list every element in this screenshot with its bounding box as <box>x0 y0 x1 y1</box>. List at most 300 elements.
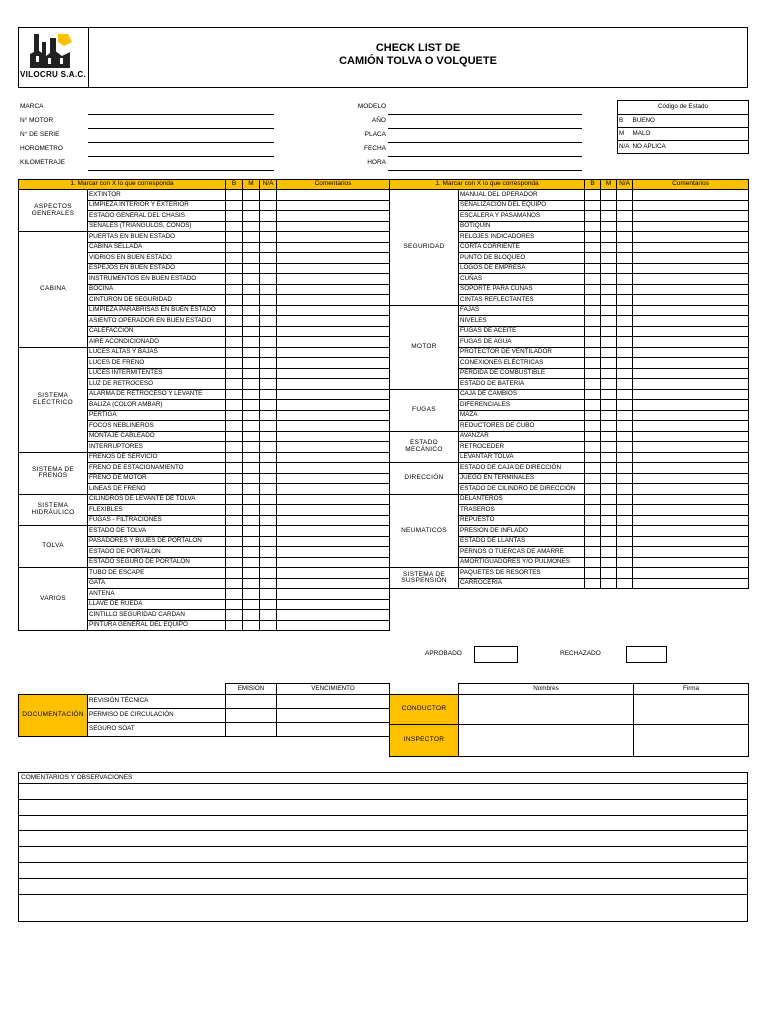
left-check-b[interactable] <box>226 620 243 631</box>
right-check-na[interactable] <box>617 253 633 264</box>
right-check-na[interactable] <box>617 505 633 516</box>
right-check-b[interactable] <box>585 190 601 201</box>
right-check-b[interactable] <box>585 463 601 474</box>
left-check-na[interactable] <box>260 400 277 411</box>
right-check-m[interactable] <box>601 316 617 327</box>
left-comment-cell[interactable] <box>277 295 390 306</box>
left-comment-cell[interactable] <box>277 494 390 505</box>
right-check-na[interactable] <box>617 274 633 285</box>
right-check-b[interactable] <box>585 452 601 463</box>
right-check-na[interactable] <box>617 578 633 589</box>
right-check-b[interactable] <box>585 389 601 400</box>
right-check-b[interactable] <box>585 242 601 253</box>
left-check-na[interactable] <box>260 200 277 211</box>
right-check-na[interactable] <box>617 295 633 306</box>
left-check-na[interactable] <box>260 421 277 432</box>
left-comment-cell[interactable] <box>277 326 390 337</box>
left-check-b[interactable] <box>226 557 243 568</box>
comment-line[interactable] <box>19 894 747 895</box>
right-check-b[interactable] <box>585 274 601 285</box>
left-check-na[interactable] <box>260 505 277 516</box>
left-comment-cell[interactable] <box>277 610 390 621</box>
left-check-na[interactable] <box>260 599 277 610</box>
right-check-na[interactable] <box>617 368 633 379</box>
left-check-b[interactable] <box>226 421 243 432</box>
left-check-m[interactable] <box>243 274 260 285</box>
left-comment-cell[interactable] <box>277 431 390 442</box>
left-comment-cell[interactable] <box>277 557 390 568</box>
left-check-na[interactable] <box>260 515 277 526</box>
info-field-horometro[interactable] <box>88 156 274 157</box>
right-check-m[interactable] <box>601 389 617 400</box>
right-check-m[interactable] <box>601 400 617 411</box>
left-check-na[interactable] <box>260 620 277 631</box>
right-comment-cell[interactable] <box>633 568 749 579</box>
info-field-kilometraje[interactable] <box>88 170 274 171</box>
left-check-b[interactable] <box>226 316 243 327</box>
left-comment-cell[interactable] <box>277 253 390 264</box>
left-check-na[interactable] <box>260 526 277 537</box>
right-check-m[interactable] <box>601 568 617 579</box>
right-check-na[interactable] <box>617 484 633 495</box>
left-check-na[interactable] <box>260 452 277 463</box>
aprobado-checkbox[interactable] <box>474 646 518 663</box>
left-comment-cell[interactable] <box>277 379 390 390</box>
left-check-b[interactable] <box>226 232 243 243</box>
left-check-b[interactable] <box>226 568 243 579</box>
right-check-na[interactable] <box>617 305 633 316</box>
left-check-na[interactable] <box>260 442 277 453</box>
left-comment-cell[interactable] <box>277 578 390 589</box>
right-comment-cell[interactable] <box>633 389 749 400</box>
left-comment-cell[interactable] <box>277 620 390 631</box>
right-check-m[interactable] <box>601 526 617 537</box>
comment-line[interactable] <box>19 862 747 863</box>
left-check-m[interactable] <box>243 599 260 610</box>
left-comment-cell[interactable] <box>277 200 390 211</box>
left-check-m[interactable] <box>243 452 260 463</box>
right-comment-cell[interactable] <box>633 253 749 264</box>
right-check-m[interactable] <box>601 484 617 495</box>
left-check-na[interactable] <box>260 347 277 358</box>
right-comment-cell[interactable] <box>633 358 749 369</box>
left-check-na[interactable] <box>260 337 277 348</box>
right-comment-cell[interactable] <box>633 337 749 348</box>
left-check-na[interactable] <box>260 253 277 264</box>
right-check-m[interactable] <box>601 295 617 306</box>
info-field-hora[interactable] <box>388 170 582 171</box>
right-check-b[interactable] <box>585 484 601 495</box>
left-check-b[interactable] <box>226 410 243 421</box>
left-check-m[interactable] <box>243 190 260 201</box>
right-check-m[interactable] <box>601 442 617 453</box>
rechazado-checkbox[interactable] <box>626 646 667 663</box>
firma-inspector-firma[interactable] <box>634 725 749 757</box>
left-check-m[interactable] <box>243 557 260 568</box>
right-comment-cell[interactable] <box>633 326 749 337</box>
right-check-m[interactable] <box>601 200 617 211</box>
left-comment-cell[interactable] <box>277 568 390 579</box>
left-comment-cell[interactable] <box>277 599 390 610</box>
left-check-b[interactable] <box>226 578 243 589</box>
left-check-b[interactable] <box>226 484 243 495</box>
right-check-b[interactable] <box>585 347 601 358</box>
right-check-na[interactable] <box>617 221 633 232</box>
left-check-na[interactable] <box>260 463 277 474</box>
right-check-m[interactable] <box>601 578 617 589</box>
left-check-b[interactable] <box>226 274 243 285</box>
left-check-na[interactable] <box>260 431 277 442</box>
left-check-na[interactable] <box>260 295 277 306</box>
right-check-m[interactable] <box>601 463 617 474</box>
left-comment-cell[interactable] <box>277 221 390 232</box>
right-check-na[interactable] <box>617 326 633 337</box>
left-comment-cell[interactable] <box>277 442 390 453</box>
left-check-b[interactable] <box>226 536 243 547</box>
left-check-b[interactable] <box>226 358 243 369</box>
left-check-m[interactable] <box>243 526 260 537</box>
left-comment-cell[interactable] <box>277 526 390 537</box>
right-comment-cell[interactable] <box>633 515 749 526</box>
right-check-b[interactable] <box>585 221 601 232</box>
doc-vencimiento-cell[interactable] <box>277 695 390 709</box>
comment-line[interactable] <box>19 783 747 784</box>
left-check-m[interactable] <box>243 347 260 358</box>
right-check-m[interactable] <box>601 211 617 222</box>
left-check-na[interactable] <box>260 232 277 243</box>
right-check-na[interactable] <box>617 211 633 222</box>
left-check-b[interactable] <box>226 431 243 442</box>
left-check-m[interactable] <box>243 505 260 516</box>
left-check-m[interactable] <box>243 305 260 316</box>
left-comment-cell[interactable] <box>277 410 390 421</box>
left-check-m[interactable] <box>243 211 260 222</box>
comment-line[interactable] <box>19 799 747 800</box>
right-check-na[interactable] <box>617 337 633 348</box>
right-check-m[interactable] <box>601 347 617 358</box>
left-check-na[interactable] <box>260 557 277 568</box>
comment-line[interactable] <box>19 815 747 816</box>
left-check-m[interactable] <box>243 295 260 306</box>
left-check-m[interactable] <box>243 389 260 400</box>
left-comment-cell[interactable] <box>277 190 390 201</box>
right-check-b[interactable] <box>585 410 601 421</box>
right-check-m[interactable] <box>601 274 617 285</box>
right-comment-cell[interactable] <box>633 232 749 243</box>
right-check-na[interactable] <box>617 568 633 579</box>
left-comment-cell[interactable] <box>277 368 390 379</box>
right-check-na[interactable] <box>617 400 633 411</box>
right-check-b[interactable] <box>585 442 601 453</box>
right-comment-cell[interactable] <box>633 421 749 432</box>
left-check-b[interactable] <box>226 221 243 232</box>
right-check-na[interactable] <box>617 557 633 568</box>
left-check-m[interactable] <box>243 232 260 243</box>
right-check-na[interactable] <box>617 442 633 453</box>
left-check-na[interactable] <box>260 263 277 274</box>
right-check-na[interactable] <box>617 431 633 442</box>
right-check-b[interactable] <box>585 494 601 505</box>
left-check-b[interactable] <box>226 610 243 621</box>
left-check-b[interactable] <box>226 599 243 610</box>
left-check-na[interactable] <box>260 379 277 390</box>
comment-line[interactable] <box>19 830 747 831</box>
left-check-na[interactable] <box>260 589 277 600</box>
right-check-b[interactable] <box>585 578 601 589</box>
left-check-na[interactable] <box>260 274 277 285</box>
left-check-m[interactable] <box>243 316 260 327</box>
left-comment-cell[interactable] <box>277 232 390 243</box>
right-comment-cell[interactable] <box>633 347 749 358</box>
left-check-m[interactable] <box>243 284 260 295</box>
right-check-m[interactable] <box>601 421 617 432</box>
left-check-b[interactable] <box>226 589 243 600</box>
right-check-na[interactable] <box>617 379 633 390</box>
left-comment-cell[interactable] <box>277 305 390 316</box>
right-check-na[interactable] <box>617 190 633 201</box>
right-check-b[interactable] <box>585 200 601 211</box>
right-check-na[interactable] <box>617 389 633 400</box>
left-comment-cell[interactable] <box>277 242 390 253</box>
right-check-na[interactable] <box>617 515 633 526</box>
left-check-na[interactable] <box>260 284 277 295</box>
right-comment-cell[interactable] <box>633 368 749 379</box>
right-comment-cell[interactable] <box>633 505 749 516</box>
left-check-b[interactable] <box>226 547 243 558</box>
left-check-na[interactable] <box>260 578 277 589</box>
right-check-m[interactable] <box>601 547 617 558</box>
left-comment-cell[interactable] <box>277 284 390 295</box>
right-check-na[interactable] <box>617 316 633 327</box>
left-check-b[interactable] <box>226 379 243 390</box>
left-check-m[interactable] <box>243 410 260 421</box>
right-check-m[interactable] <box>601 232 617 243</box>
right-check-m[interactable] <box>601 242 617 253</box>
left-comment-cell[interactable] <box>277 211 390 222</box>
right-check-b[interactable] <box>585 431 601 442</box>
right-check-b[interactable] <box>585 295 601 306</box>
left-check-b[interactable] <box>226 463 243 474</box>
right-check-na[interactable] <box>617 463 633 474</box>
right-comment-cell[interactable] <box>633 211 749 222</box>
right-comment-cell[interactable] <box>633 557 749 568</box>
left-check-na[interactable] <box>260 242 277 253</box>
left-check-m[interactable] <box>243 484 260 495</box>
right-comment-cell[interactable] <box>633 221 749 232</box>
right-check-m[interactable] <box>601 221 617 232</box>
left-check-b[interactable] <box>226 190 243 201</box>
left-check-na[interactable] <box>260 211 277 222</box>
left-comment-cell[interactable] <box>277 400 390 411</box>
right-check-m[interactable] <box>601 284 617 295</box>
left-check-m[interactable] <box>243 442 260 453</box>
left-check-m[interactable] <box>243 242 260 253</box>
left-check-m[interactable] <box>243 200 260 211</box>
left-comment-cell[interactable] <box>277 484 390 495</box>
left-check-b[interactable] <box>226 253 243 264</box>
left-check-na[interactable] <box>260 547 277 558</box>
right-check-na[interactable] <box>617 526 633 537</box>
left-comment-cell[interactable] <box>277 463 390 474</box>
right-check-b[interactable] <box>585 557 601 568</box>
left-comment-cell[interactable] <box>277 421 390 432</box>
left-check-m[interactable] <box>243 358 260 369</box>
right-comment-cell[interactable] <box>633 547 749 558</box>
left-comment-cell[interactable] <box>277 389 390 400</box>
right-check-b[interactable] <box>585 505 601 516</box>
doc-vencimiento-cell[interactable] <box>277 709 390 723</box>
left-check-m[interactable] <box>243 463 260 474</box>
info-field-placa[interactable] <box>388 142 582 143</box>
right-comment-cell[interactable] <box>633 536 749 547</box>
doc-emision-cell[interactable] <box>226 723 277 737</box>
right-check-b[interactable] <box>585 326 601 337</box>
right-check-b[interactable] <box>585 253 601 264</box>
right-check-b[interactable] <box>585 232 601 243</box>
left-check-na[interactable] <box>260 494 277 505</box>
right-check-b[interactable] <box>585 358 601 369</box>
right-check-m[interactable] <box>601 190 617 201</box>
right-check-na[interactable] <box>617 410 633 421</box>
left-check-na[interactable] <box>260 410 277 421</box>
right-comment-cell[interactable] <box>633 473 749 484</box>
right-comment-cell[interactable] <box>633 263 749 274</box>
right-check-b[interactable] <box>585 211 601 222</box>
left-check-m[interactable] <box>243 610 260 621</box>
left-comment-cell[interactable] <box>277 347 390 358</box>
right-check-na[interactable] <box>617 536 633 547</box>
comment-line[interactable] <box>19 878 747 879</box>
left-comment-cell[interactable] <box>277 473 390 484</box>
right-check-m[interactable] <box>601 253 617 264</box>
right-comment-cell[interactable] <box>633 295 749 306</box>
left-check-m[interactable] <box>243 263 260 274</box>
right-comment-cell[interactable] <box>633 305 749 316</box>
info-field-marca[interactable] <box>88 114 274 115</box>
left-check-na[interactable] <box>260 389 277 400</box>
left-check-na[interactable] <box>260 316 277 327</box>
left-check-b[interactable] <box>226 326 243 337</box>
left-check-na[interactable] <box>260 568 277 579</box>
left-check-b[interactable] <box>226 368 243 379</box>
firma-inspector-nombre[interactable] <box>459 725 634 757</box>
left-check-m[interactable] <box>243 431 260 442</box>
left-comment-cell[interactable] <box>277 505 390 516</box>
left-check-b[interactable] <box>226 494 243 505</box>
right-check-b[interactable] <box>585 337 601 348</box>
left-check-na[interactable] <box>260 610 277 621</box>
info-field-anio[interactable] <box>388 128 582 129</box>
right-comment-cell[interactable] <box>633 463 749 474</box>
right-check-b[interactable] <box>585 284 601 295</box>
left-check-b[interactable] <box>226 400 243 411</box>
right-check-b[interactable] <box>585 421 601 432</box>
doc-emision-cell[interactable] <box>226 709 277 723</box>
right-check-na[interactable] <box>617 547 633 558</box>
right-check-m[interactable] <box>601 494 617 505</box>
right-comment-cell[interactable] <box>633 242 749 253</box>
left-check-m[interactable] <box>243 368 260 379</box>
left-check-b[interactable] <box>226 442 243 453</box>
right-check-na[interactable] <box>617 284 633 295</box>
right-comment-cell[interactable] <box>633 442 749 453</box>
right-check-b[interactable] <box>585 473 601 484</box>
left-check-na[interactable] <box>260 326 277 337</box>
doc-emision-cell[interactable] <box>226 695 277 709</box>
left-check-b[interactable] <box>226 200 243 211</box>
doc-vencimiento-cell[interactable] <box>277 723 390 737</box>
left-check-b[interactable] <box>226 526 243 537</box>
right-comment-cell[interactable] <box>633 400 749 411</box>
left-check-na[interactable] <box>260 368 277 379</box>
left-check-b[interactable] <box>226 242 243 253</box>
left-check-b[interactable] <box>226 389 243 400</box>
left-check-m[interactable] <box>243 568 260 579</box>
right-check-b[interactable] <box>585 547 601 558</box>
left-check-b[interactable] <box>226 263 243 274</box>
right-check-b[interactable] <box>585 368 601 379</box>
left-check-na[interactable] <box>260 305 277 316</box>
left-comment-cell[interactable] <box>277 547 390 558</box>
info-field-modelo[interactable] <box>388 114 582 115</box>
right-check-b[interactable] <box>585 526 601 537</box>
right-check-na[interactable] <box>617 358 633 369</box>
info-field-motor[interactable] <box>88 128 274 129</box>
right-comment-cell[interactable] <box>633 431 749 442</box>
left-check-m[interactable] <box>243 536 260 547</box>
info-field-serie[interactable] <box>88 142 274 143</box>
right-check-na[interactable] <box>617 347 633 358</box>
right-check-b[interactable] <box>585 316 601 327</box>
left-check-na[interactable] <box>260 484 277 495</box>
left-comment-cell[interactable] <box>277 358 390 369</box>
right-comment-cell[interactable] <box>633 200 749 211</box>
left-check-b[interactable] <box>226 473 243 484</box>
left-check-na[interactable] <box>260 536 277 547</box>
left-check-m[interactable] <box>243 337 260 348</box>
left-check-m[interactable] <box>243 473 260 484</box>
left-check-b[interactable] <box>226 211 243 222</box>
right-comment-cell[interactable] <box>633 494 749 505</box>
right-check-m[interactable] <box>601 305 617 316</box>
right-check-m[interactable] <box>601 337 617 348</box>
left-check-na[interactable] <box>260 473 277 484</box>
left-check-b[interactable] <box>226 347 243 358</box>
info-field-fecha[interactable] <box>388 156 582 157</box>
right-comment-cell[interactable] <box>633 484 749 495</box>
left-check-m[interactable] <box>243 400 260 411</box>
left-comment-cell[interactable] <box>277 274 390 285</box>
right-check-na[interactable] <box>617 473 633 484</box>
right-check-m[interactable] <box>601 358 617 369</box>
firma-conductor-firma[interactable] <box>634 695 749 725</box>
left-check-m[interactable] <box>243 326 260 337</box>
left-check-b[interactable] <box>226 305 243 316</box>
left-check-b[interactable] <box>226 452 243 463</box>
left-check-m[interactable] <box>243 494 260 505</box>
right-check-m[interactable] <box>601 536 617 547</box>
right-check-b[interactable] <box>585 568 601 579</box>
comment-line[interactable] <box>19 846 747 847</box>
left-check-b[interactable] <box>226 337 243 348</box>
firma-conductor-nombre[interactable] <box>459 695 634 725</box>
left-check-na[interactable] <box>260 190 277 201</box>
left-comment-cell[interactable] <box>277 536 390 547</box>
left-check-m[interactable] <box>243 221 260 232</box>
right-comment-cell[interactable] <box>633 316 749 327</box>
left-check-m[interactable] <box>243 589 260 600</box>
right-comment-cell[interactable] <box>633 452 749 463</box>
